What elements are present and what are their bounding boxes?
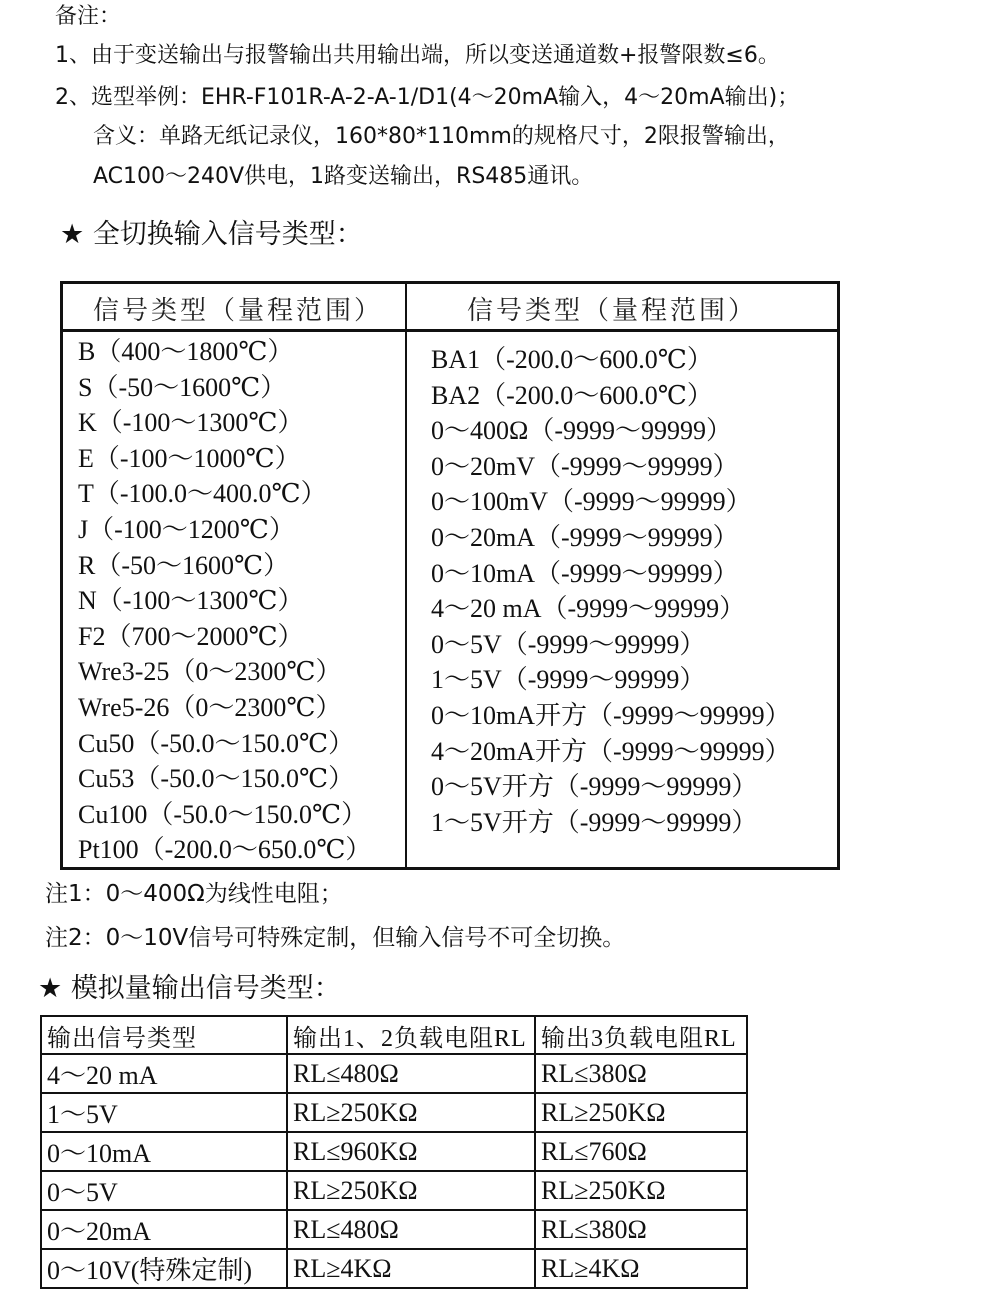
input-table-header-right: 信号类型（量程范围）: [467, 296, 758, 325]
list-item: B（400～1800℃）: [78, 337, 294, 366]
input-table-header: [63, 284, 837, 332]
list-item: 0～20mA（-9999～99999）: [431, 522, 739, 552]
list-item: 0～5V开方（-9999～99999）: [431, 772, 758, 802]
list-item: R（-50～1600℃）: [78, 550, 290, 580]
input-signal-list-right: [431, 342, 791, 840]
table-row: [41, 1132, 747, 1171]
remark-line-4: AC100～240V供电，1路变送输出，RS485通讯。: [93, 164, 594, 189]
list-item: 4～20 mA（-9999～99999）: [431, 594, 746, 624]
input-signal-list-left: [78, 334, 371, 868]
remark-line-2: 2、选型举例：EHR-F101R-A-2-A-1/D1(4～20mA输入，4～20mA输出)；: [55, 85, 800, 110]
output-cell-load-3: RL≤380Ω: [535, 1210, 747, 1249]
star-icon: ★: [60, 219, 85, 250]
remarks-label: 备注：: [55, 4, 122, 29]
list-item: 0～100mV（-9999～99999）: [431, 487, 752, 517]
input-table-divider: [405, 284, 407, 867]
list-item: Wre3-25（0～2300℃）: [78, 657, 342, 687]
list-item: Pt100（-200.0～650.0℃）: [78, 835, 372, 865]
list-item: K（-100～1300℃）: [78, 408, 304, 438]
table-row: [41, 1210, 747, 1249]
list-item: Wre5-26（0～2300℃）: [78, 692, 342, 722]
output-cell-load-3: RL≥250KΩ: [535, 1171, 747, 1210]
list-item: F2（700～2000℃）: [78, 621, 304, 651]
list-item: BA2（-200.0～600.0℃）: [431, 380, 713, 410]
list-item: 1～5V（-9999～99999）: [431, 665, 706, 695]
output-cell-load-1-2: RL≤960KΩ: [287, 1132, 535, 1171]
list-item: Cu53（-50.0～150.0℃）: [78, 764, 355, 794]
input-note-1: 注1：0～400Ω为线性电阻；: [45, 881, 343, 907]
output-header-load-1-2: 输出1、2负载电阻RL: [287, 1016, 535, 1054]
list-item: J（-100～1200℃）: [78, 514, 295, 544]
list-item: N（-100～1300℃）: [78, 586, 304, 616]
table-row: [41, 1093, 747, 1132]
table-row: [41, 1249, 747, 1288]
output-cell-load-3: RL≤760Ω: [535, 1132, 747, 1171]
list-item: 0～20mV（-9999～99999）: [431, 451, 739, 481]
output-cell-signal-type: 4～20 mA: [41, 1054, 287, 1093]
table-row: [41, 1054, 747, 1093]
output-cell-signal-type: 0～10mA: [41, 1132, 287, 1171]
input-section-heading: [60, 218, 363, 252]
list-item: E（-100～1000℃）: [78, 443, 301, 473]
output-section-title: 模拟量输出信号类型：: [70, 973, 341, 1004]
list-item: S（-50～1600℃）: [78, 372, 287, 402]
input-note-2: 注2：0～10V信号可特殊定制，但输入信号不可全切换。: [45, 925, 626, 951]
output-cell-signal-type: 0～5V: [41, 1171, 287, 1210]
output-cell-load-3: RL≤380Ω: [535, 1054, 747, 1093]
output-cell-load-3: RL≥4KΩ: [535, 1249, 747, 1288]
list-item: 0～5V（-9999～99999）: [431, 629, 706, 659]
list-item: 0～10mA（-9999～99999）: [431, 558, 739, 588]
output-cell-load-1-2: RL≥250KΩ: [287, 1171, 535, 1210]
list-item: Cu100（-50.0～150.0℃）: [78, 799, 368, 829]
output-cell-load-1-2: RL≤480Ω: [287, 1054, 535, 1093]
output-table-header-row: [41, 1016, 747, 1054]
output-cell-load-1-2: RL≥4KΩ: [287, 1249, 535, 1288]
output-cell-signal-type: 0～20mA: [41, 1210, 287, 1249]
list-item: 4～20mA开方（-9999～99999）: [431, 736, 791, 766]
list-item: BA1（-200.0～600.0℃）: [431, 345, 713, 374]
output-header-signal-type: 输出信号类型: [41, 1016, 287, 1054]
output-section-heading: [38, 972, 341, 1006]
list-item: 0～10mA开方（-9999～99999）: [431, 700, 791, 730]
output-cell-signal-type: 0～10V(特殊定制): [41, 1249, 287, 1288]
list-item: 1～5V开方（-9999～99999）: [431, 807, 758, 837]
star-icon: ★: [38, 973, 63, 1004]
output-header-load-3: 输出3负载电阻RL: [535, 1016, 747, 1054]
output-cell-load-1-2: RL≥250KΩ: [287, 1093, 535, 1132]
output-cell-load-3: RL≥250KΩ: [535, 1093, 747, 1132]
input-section-title: 全切换输入信号类型：: [92, 219, 363, 250]
list-item: Cu50（-50.0～150.0℃）: [78, 728, 355, 758]
table-row: [41, 1171, 747, 1210]
list-item: T（-100.0～400.0℃）: [78, 479, 327, 509]
output-cell-signal-type: 1～5V: [41, 1093, 287, 1132]
input-signal-table: [60, 281, 840, 870]
remark-line-3: 含义：单路无纸记录仪，160*80*110mm的规格尺寸，2限报警输出，: [93, 124, 790, 149]
list-item: 0～400Ω（-9999～99999）: [431, 416, 732, 446]
output-signal-table: [40, 1015, 748, 1289]
remark-line-1: 1、由于变送输出与报警输出共用输出端，所以变送通道数+报警限数≤6。: [55, 43, 780, 68]
output-cell-load-1-2: RL≤480Ω: [287, 1210, 535, 1249]
input-table-header-left: 信号类型（量程范围）: [93, 296, 384, 325]
